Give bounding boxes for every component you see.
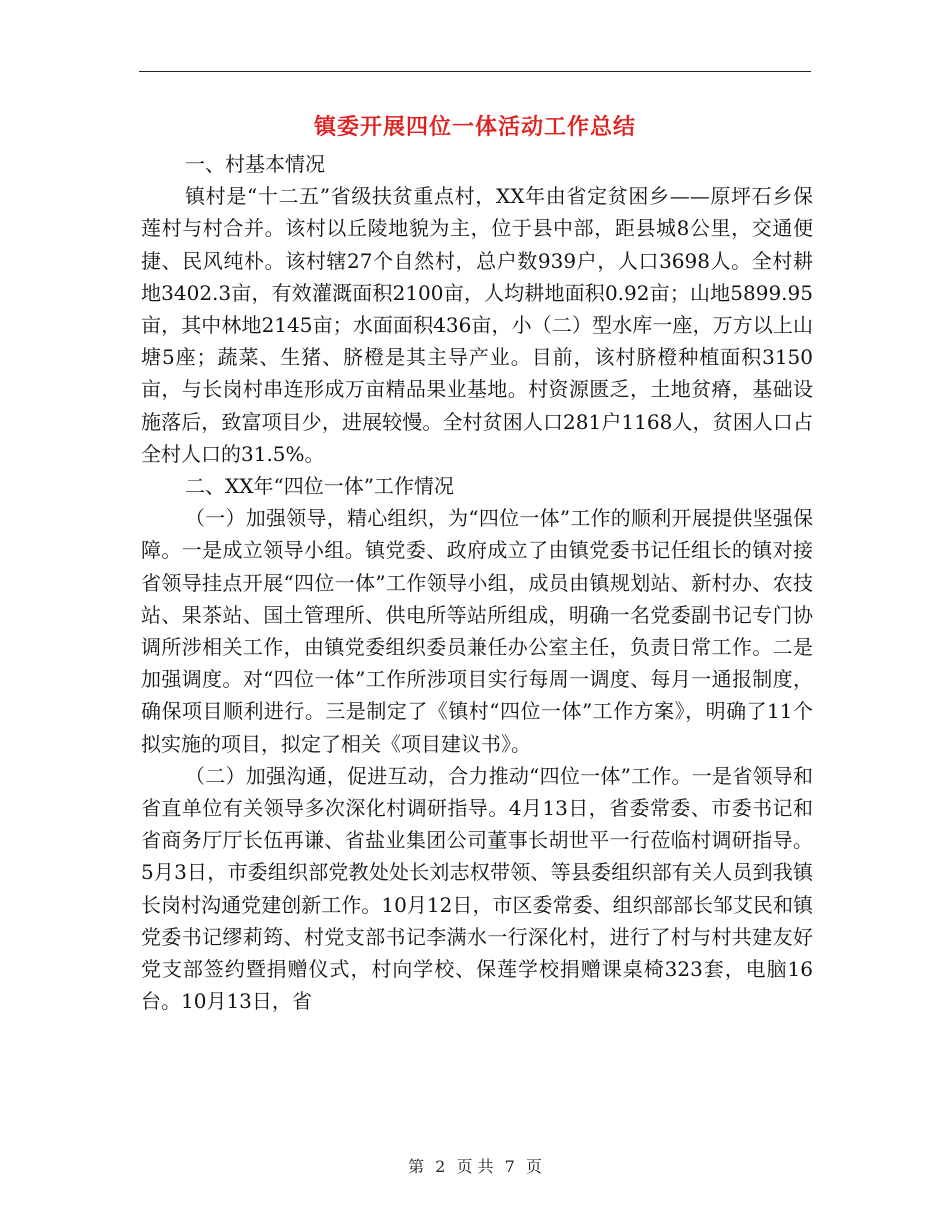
section1-heading: 一、村基本情况 [185, 152, 325, 176]
footer-total-pages: 7 [504, 1157, 515, 1176]
document-body [141, 148, 813, 1017]
section1-paragraph: 镇村是“十二五”省级扶贫重点村，XX年由省定贫困乡——原坪石乡保莲村与村合并。该村以丘陵地貌为主，位于县中部，距县城8公里，交通便捷、民风纯朴。该村辖27个自然村，总户数939户，人口3698人。全村耕地3402.3亩，有效灌溉面积2100亩，人均耕地面积0.92亩；山地5899.95亩，其中林地2145亩；水面面积436亩，小（二）型水库一座，万方以上山塘5座；蔬菜、生猪、脐橙是其主导产业。目前，该村脐橙种植面积3150亩，与长岗村串连形成万亩精品果业基地。村资源匮乏，土地贫瘠，基础设施落后，致富项目少，进展较慢。全村贫困人口281户1168人，贫困人口占全村人口的31.5%。 [141, 184, 813, 466]
section2-heading: 二、XX年“四位一体”工作情况 [185, 474, 454, 499]
header-rule [139, 71, 811, 72]
footer-page-number: 2 [435, 1157, 446, 1176]
document-title: 镇委开展四位一体活动工作总结 [313, 115, 636, 140]
footer-suffix: 页 [525, 1157, 542, 1176]
page-footer [0, 1154, 950, 1177]
section2-paragraph-1: （一）加强领导，精心组织，为“四位一体”工作的顺利开展提供坚强保障。一是成立领导小组。镇党委、政府成立了由镇党委书记任组长的镇对接省领导挂点开展“四位一体”工作领导小组，成员由镇规划站、新村办、农技站、果茶站、国土管理所、供电所等站所组成，明确一名党委副书记专门协调所涉相关工作，由镇党委组织委员兼任办公室主任，负责日常工作。二是加强调度。对“四位一体”工作所涉项目实行每周一调度、每月一通报制度，确保项目顺利进行。三是制定了《镇村“四位一体”工作方案》，明确了11个拟实施的项目，拟定了相关《项目建议书》。 [141, 506, 813, 756]
footer-prefix: 第 [408, 1157, 425, 1176]
footer-middle: 页 共 [456, 1157, 494, 1176]
section2-paragraph-2: （二）加强沟通，促进互动，合力推动“四位一体”工作。一是省领导和省直单位有关领导多次深化村调研指导。4月13日，省委常委、市委书记和省商务厅厅长伍再谦、省盐业集团公司董事长胡世平一行莅临村调研指导。5月3日，市委组织部党教处处长刘志权带领、等县委组织部有关人员到我镇长岗村沟通党建创新工作。10月12日，市区委常委、组织部部长邹艾民和镇党委书记缪莉筠、村党支部书记李满水一行深化村，进行了村与村共建友好党支部签约暨捐赠仪式，村向学校、保莲学校捐赠课桌椅323套，电脑16台。10月13日，省 [141, 763, 813, 1014]
